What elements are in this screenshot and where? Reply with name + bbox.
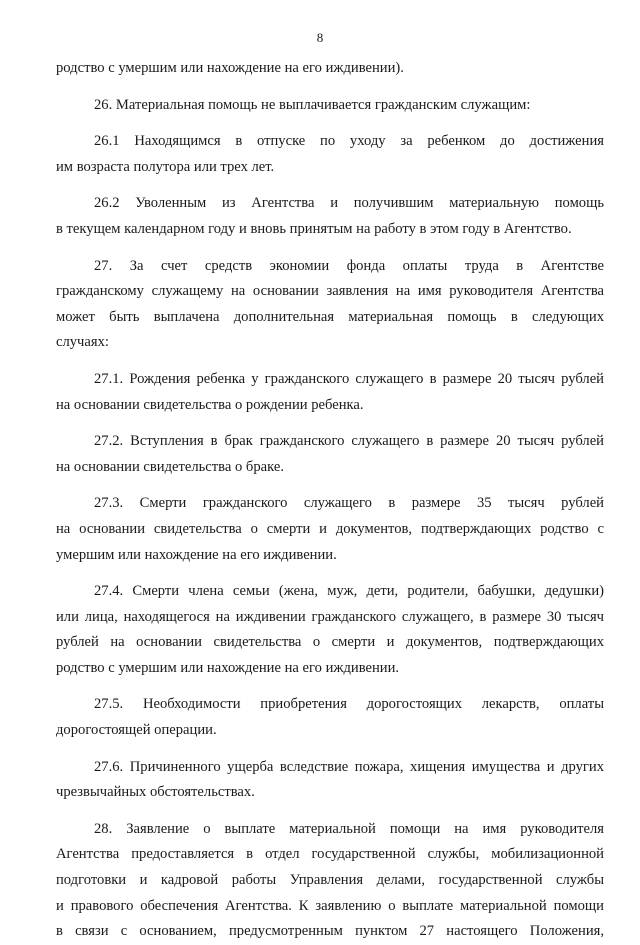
text-line: чрезвычайных обстоятельствах. bbox=[56, 784, 255, 801]
paragraph-p27-4 bbox=[56, 579, 604, 681]
text-line: в связи с основанием, предусмотренным пунктом 27 настоящего Положения, bbox=[56, 923, 604, 940]
text-line: на основании свидетельства о браке. bbox=[56, 458, 284, 475]
text-line: гражданскому служащему на основании заявления на имя руководителя Агентства bbox=[56, 283, 604, 300]
text-line: 27.1. Рождения ребенка у гражданского служащего в размере 20 тысяч рублей bbox=[94, 370, 604, 387]
text-line: родство с умершим или нахождение на его иждивении. bbox=[56, 659, 400, 676]
text-line: 26.1 Находящимся в отпуске по уходу за ребенком до достижения bbox=[94, 133, 604, 150]
text-line: дорогостоящей операции. bbox=[56, 722, 217, 739]
paragraph-p27-2 bbox=[56, 429, 604, 480]
text-line: 27.6. Причиненного ущерба вследствие пожара, хищения имущества и других bbox=[94, 758, 604, 775]
text-line: 26.2 Уволенным из Агентства и получившим материальную помощь bbox=[94, 195, 604, 212]
paragraph-p0 bbox=[56, 56, 604, 82]
paragraph-p27-6 bbox=[56, 755, 604, 806]
paragraph-p27-1 bbox=[56, 367, 604, 418]
text-line: 27.2. Вступления в брак гражданского служащего в размере 20 тысяч рублей bbox=[94, 433, 604, 450]
text-line: 27. За счет средств экономии фонда оплаты труда в Агентстве bbox=[94, 257, 604, 274]
text-line: в текущем календарном году и вновь принятым на работу в этом году в Агентство. bbox=[56, 220, 572, 237]
document-body bbox=[56, 56, 604, 945]
paragraph-p26-1 bbox=[56, 129, 604, 180]
text-line: 27.5. Необходимости приобретения дорогостоящих лекарств, оплаты bbox=[94, 696, 604, 713]
text-line: 26. Материальная помощь не выплачивается гражданским служащим: bbox=[94, 96, 531, 113]
text-line: на основании свидетельства о смерти и документов, подтверждающих родство с bbox=[56, 520, 604, 537]
text-line: им возраста полутора или трех лет. bbox=[56, 158, 275, 175]
paragraph-p27-5 bbox=[56, 692, 604, 743]
text-line: на основании свидетельства о рождении ребенка. bbox=[56, 396, 364, 413]
text-line: случаях: bbox=[56, 334, 109, 351]
text-line: 27.4. Смерти члена семьи (жена, муж, дети, родители, бабушки, дедушки) bbox=[94, 583, 604, 600]
text-line: 28. Заявление о выплате материальной помощи на имя руководителя bbox=[94, 820, 604, 837]
paragraph-p27 bbox=[56, 254, 604, 356]
paragraph-p28 bbox=[56, 817, 604, 945]
text-line: родство с умершим или нахождение на его иждивении). bbox=[56, 60, 404, 76]
text-line: Агентства предоставляется в отдел государственной службы, мобилизационной bbox=[56, 846, 604, 863]
text-line: и правового обеспечения Агентства. К заявлению о выплате материальной помощи bbox=[56, 897, 604, 914]
page-number: 8 bbox=[316, 30, 324, 45]
text-line: умершим или нахождение на его иждивении. bbox=[56, 546, 337, 563]
paragraph-p27-3 bbox=[56, 491, 604, 568]
text-line: 27.3. Смерти гражданского служащего в размере 35 тысяч рублей bbox=[94, 495, 604, 512]
text-line: или лица, находящегося на иждивении гражданского служащего, в размере 30 тысяч bbox=[56, 608, 604, 625]
text-line: рублей на основании свидетельства о смерти и документов, подтверждающих bbox=[56, 634, 604, 651]
paragraph-p26 bbox=[56, 93, 604, 119]
text-line: подготовки и кадровой работы Управления делами, государственной службы bbox=[56, 872, 604, 889]
paragraph-p26-2 bbox=[56, 191, 604, 242]
text-line: может быть выплачена дополнительная материальная помощь в следующих bbox=[56, 308, 604, 325]
